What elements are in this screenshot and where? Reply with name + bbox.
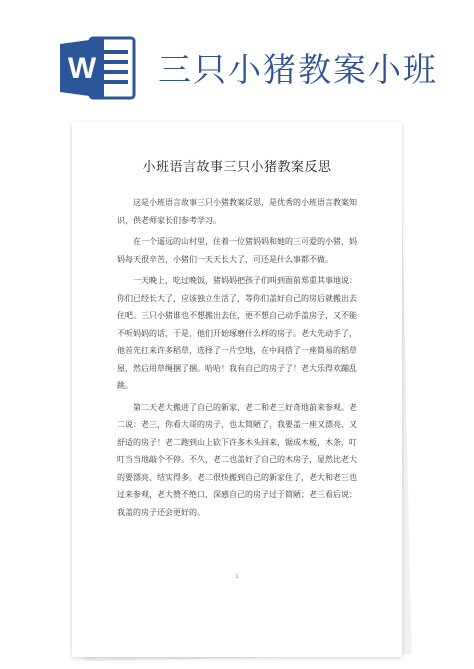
paragraph: 第二天老大搬进了自己的新家，老二和老三好奇地前来参观。老二说：老三，你看大哥的房子，也太简陋了，我要盖一座又漂亮、又舒适的房子！老二跑到山上砍下许多木头回来，锯成木板，木条，叮叮当当地敲个不停。不久，老二也盖好了自己的木房子，显然比老大的要漂亮、结实得多。老二很快搬到自己的新家住了，老大和老三也过来参观，老大赞不绝口，深感自己的房子过于简陋；老三看后说：我盖的房子还会更好的。 xyxy=(117,402,357,517)
paragraph: 一天晚上，吃过晚饭，猪妈妈把孩子们叫到面前郑重其事地说：你们已经长大了，应该独立生活了，等你们盖好自己的房后就搬出去住吧。三只小猪谁也不想搬出去住，更不想自己动手盖房子，又不能不听妈妈的话，于是，他们开始琢磨什么样的房子。老大先动手了，他首先扛来许多稻草，选择了一片空地，在中间搭了一座简易的稻草屋，然后用草绳捆了捆。哈哈！我有自己的房子了！老大乐得欢蹦乱跳。 xyxy=(117,276,357,390)
word-icon-letter: W xyxy=(67,52,97,85)
paragraph: 在一个遥远的山村里，住着一位猪妈妈和她的三可爱的小猪，妈妈每天很辛苦，小猪们一天天长大了，可还是什么事都不做。 xyxy=(117,237,357,264)
document-page xyxy=(72,122,402,657)
page-number: 1 xyxy=(235,574,239,580)
word-document-icon xyxy=(60,36,136,100)
document-title: 小班语言故事三只小猪教案反思 xyxy=(142,160,332,175)
header-title: 三只小猪教案小班 xyxy=(158,50,438,89)
document-body xyxy=(117,194,357,525)
paragraph: 这是小班语言故事三只小猪教案反思，是优秀的小班语言教案知识，供老师家长们参考学习。 xyxy=(117,198,357,225)
header-banner xyxy=(0,0,474,125)
